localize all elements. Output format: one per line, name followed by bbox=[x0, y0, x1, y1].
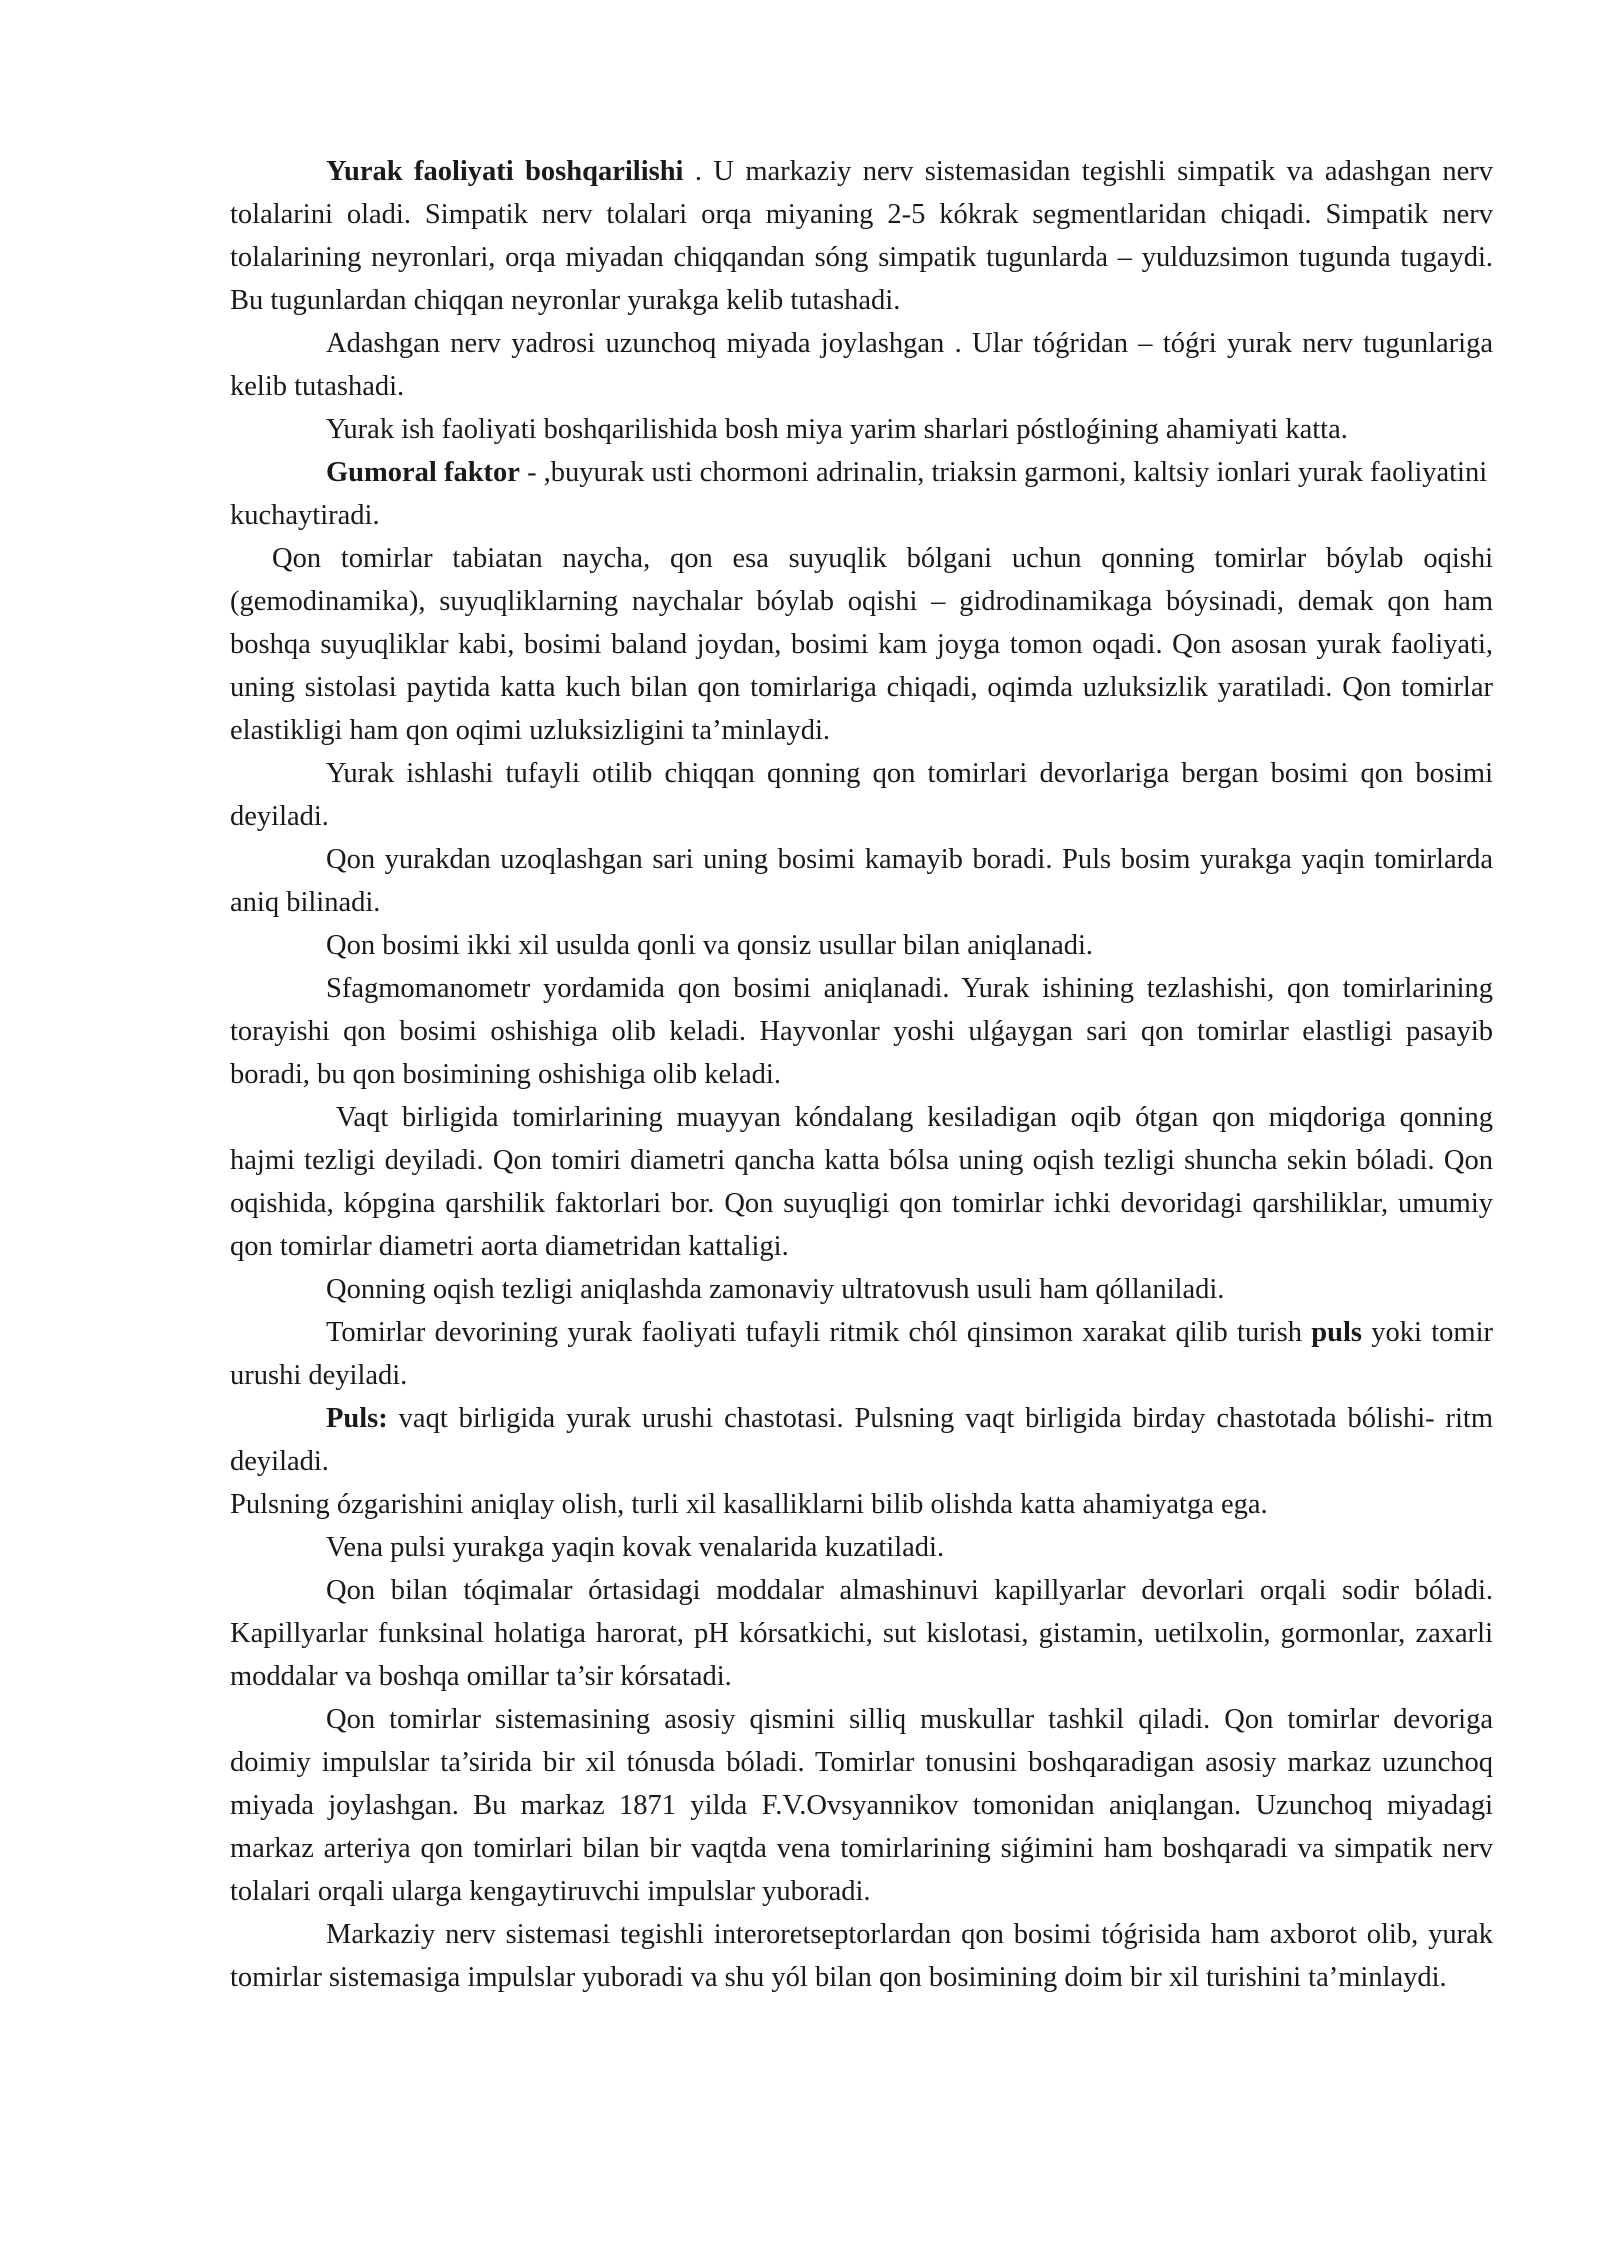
paragraph-pulse-definition: Tomirlar devorining yurak faoliyati tufayli ritmik chól qinsimon xarakat qilib turish puls yoki tomir urushi deyiladi. bbox=[230, 1317, 1493, 1391]
paragraph-pressure-decrease: Qon yurakdan uzoqlashgan sari uning bosimi kamayib boradi. Puls bosim yurakga yaqin tomirlarda aniq bilinadi. bbox=[230, 844, 1493, 918]
paragraph-vagus-nerve: Adashgan nerv yadrosi uzunchoq miyada joylashgan . Ular tóǵridan – tóǵri yurak nerv tugunlariga kelib tutashadi. bbox=[230, 328, 1493, 402]
paragraph-vascular-tone: Qon tomirlar sistemasining asosiy qismini silliq muskullar tashkil qiladi. Qon tomirlar devoriga doimiy impulslar ta’sirida bir xil tónusda bóladi. Tomirlar tonusini boshqaradigan asosiy markaz uzunchoq miyada joylashgan. Bu markaz 1871 yilda F.V.Ovsyannikov tomonidan aniqlangan. Uzunchoq miyadagi markaz arteriya qon tomirlari bilan bir vaqtda vena tomirlarining siǵimini ham boshqaradi va simpatik nerv tolalari orqali ularga kengaytiruvchi impulslar yuboradi. bbox=[230, 1704, 1493, 1907]
paragraph-measurement-methods: Qon bosimi ikki xil usulda qonli va qonsiz usullar bilan aniqlanadi. bbox=[326, 930, 1094, 961]
term-heart-activity-regulation: Yurak faoliyati boshqarilishi bbox=[326, 156, 684, 187]
paragraph-sphygmomanometer: Sfagmomanometr yordamida qon bosimi aniqlanadi. Yurak ishining tezlashishi, qon tomirlarining torayishi qon bosimi oshishiga olib keladi. Hayvonlar yoshi ulǵaygan sari qon tomirlar elastligi pasayib boradi, bu qon bosimining oshishiga olib keladi. bbox=[230, 973, 1493, 1090]
paragraph-ultrasound: Qonning oqish tezligi aniqlashda zamonaviy ultratovush usuli ham qóllaniladi. bbox=[326, 1274, 1225, 1305]
paragraph-cns-regulation: Markaziy nerv sistemasi tegishli interoretseptorlardan qon bosimi tóǵrisida ham axborot olib, yurak tomirlar sistemasiga impulslar yuboradi va shu yól bilan qon bosimining doim bir xil turishini ta’minlaydi. bbox=[230, 1919, 1493, 1993]
paragraph-blood-pressure-definition: Yurak ishlashi tufayli otilib chiqqan qonning qon tomirlari devorlariga bergan bosimi qon bosimi deyiladi. bbox=[230, 758, 1493, 832]
paragraph-venous-pulse: Vena pulsi yurakga yaqin kovak venalarida kuzatiladi. bbox=[326, 1532, 945, 1563]
paragraph-capillaries: Qon bilan tóqimalar órtasidagi moddalar almashinuvi kapillyarlar devorlari orqali sodir bóladi. Kapillyarlar funksinal holatiga harorat, pH kórsatkichi, sut kislotasi, gistamin, uetilxolin, gormonlar, zaxarli moddalar va boshqa omillar ta’sir kórsatadi. bbox=[230, 1575, 1493, 1692]
paragraph-pulse-rhythm: Puls: vaqt birligida yurak urushi chastotasi. Pulsning vaqt birligida birday chastotada bólishi- ritm deyiladi. bbox=[230, 1403, 1493, 1477]
paragraph-hemodynamics: Qon tomirlar tabiatan naycha, qon esa suyuqlik bólgani uchun qonning tomirlar bóylab oqishi (gemodinamika), suyuqliklarning naychalar bóylab oqishi – gidrodinamikaga bóysinadi, demak qon ham boshqa suyuqliklar kabi, bosimi baland joydan, bosimi kam joyga tomon oqadi. Qon asosan yurak faoliyati, uning sistolasi paytida katta kuch bilan qon tomirlariga chiqadi, oqimda uzluksizlik yaratiladi. Qon tomirlar elastikligi ham qon oqimi uzluksizligini ta’minlaydi. bbox=[230, 543, 1493, 746]
paragraph-heart-regulation: Yurak faoliyati boshqarilishi . U markaziy nerv sistemasidan tegishli simpatik va adashgan nerv tolalarini oladi. Simpatik nerv tolalari orqa miyaning 2-5 kókrak segmentlaridan chiqadi. Simpatik nerv tolalarining neyronlari, orqa miyadan chiqqandan sóng simpatik tugunlarda – yulduzsimon tugunda tugaydi. Bu tugunlardan chiqqan neyronlar yurakga kelib tutashadi. bbox=[230, 156, 1493, 316]
paragraph-cortex: Yurak ish faoliyati boshqarilishida bosh miya yarim sharlari póstloǵining ahamiyati katta. bbox=[326, 414, 1348, 445]
document-page bbox=[230, 150, 1493, 1999]
paragraph-humoral-factor: Gumoral faktor - ,buyurak usti chormoni adrinalin, triaksin garmoni, kaltsiy ionlari yurak faoliyatini kuchaytiradi. bbox=[230, 457, 1488, 531]
paragraph-pulse-importance: Pulsning ózgarishini aniqlay olish, turli xil kasalliklarni bilib olishda katta ahamiyatga ega. bbox=[230, 1489, 1268, 1520]
term-puls-colon: Puls: bbox=[326, 1403, 388, 1434]
term-humoral-factor: Gumoral faktor bbox=[326, 457, 520, 488]
term-puls: puls bbox=[1311, 1317, 1362, 1348]
paragraph-volume-velocity: Vaqt birligida tomirlarining muayyan kóndalang kesiladigan oqib ótgan qon miqdoriga qonning hajmi tezligi deyiladi. Qon tomiri diametri qancha katta bólsa uning oqish tezligi shuncha sekin bóladi. Qon oqishida, kópgina qarshilik faktorlari bor. Qon suyuqligi qon tomirlar ichki devoridagi qarshiliklar, umumiy qon tomirlar diametri aorta diametridan kattaligi. bbox=[230, 1102, 1493, 1262]
